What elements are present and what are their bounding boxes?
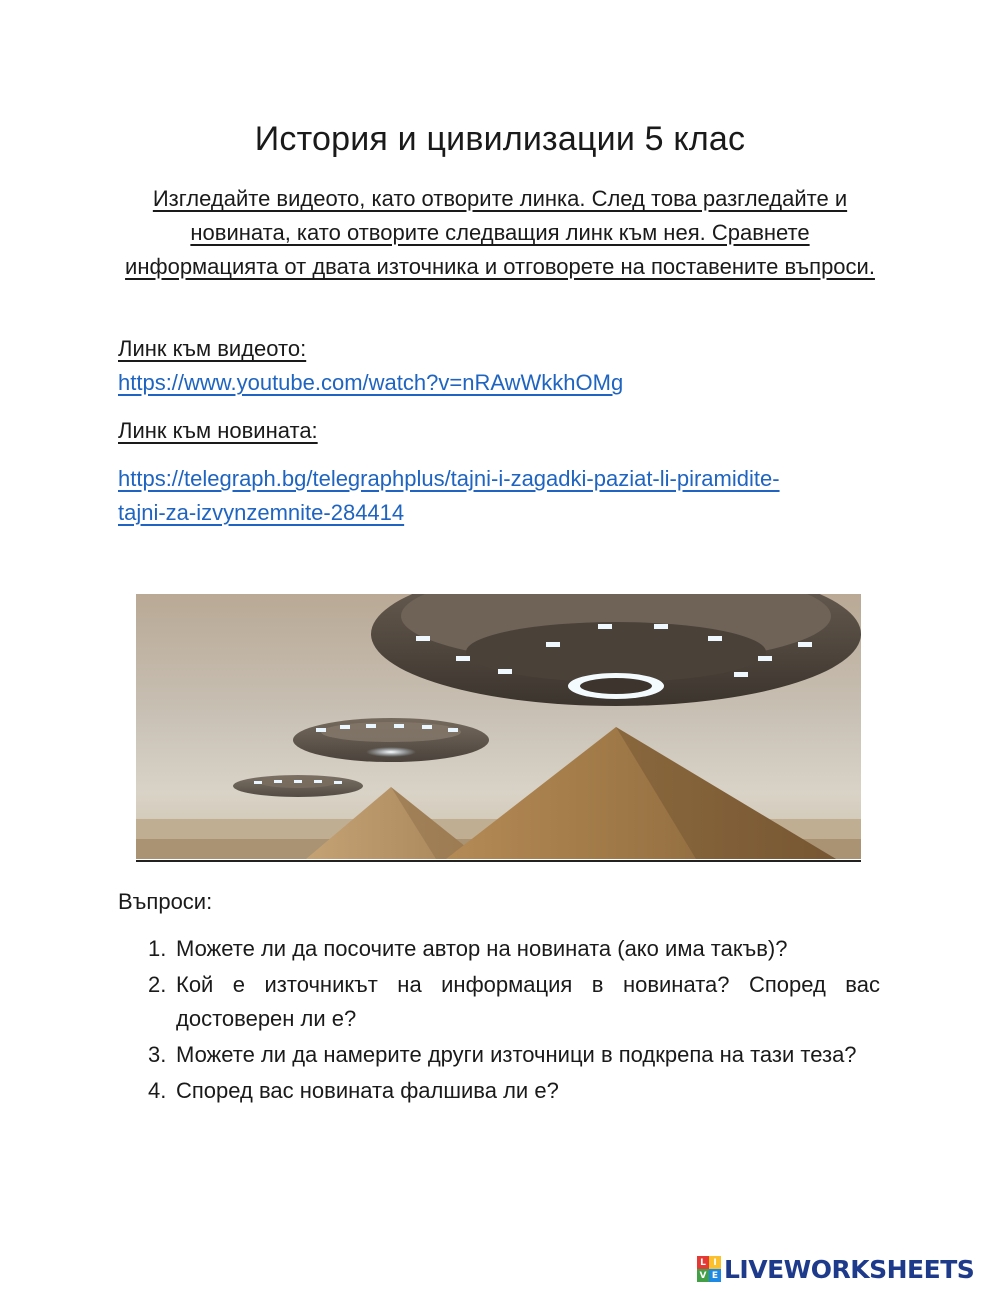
video-link[interactable]: https://www.youtube.com/watch?v=nRAwWkkhOMg (118, 370, 624, 395)
news-link-line-2[interactable]: tajni-za-izvynzemnite-284414 (118, 500, 405, 525)
question-text: Според вас новината фалшива ли е? (176, 1078, 559, 1103)
question-number: 4. (148, 1078, 167, 1103)
question-number: 3. (148, 1042, 167, 1067)
question-text: Кой е източникът на информация в новината? Според вас достоверен ли е? (176, 972, 880, 1031)
question-item (118, 968, 880, 1036)
news-link-line-1[interactable]: https://telegraph.bg/telegraphplus/tajni-i-zagadki-paziat-li-piramidite- (118, 466, 780, 491)
question-item (118, 1074, 880, 1108)
news-link-label: Линк към новината: (118, 418, 318, 443)
ufo-pyramids-image (136, 594, 861, 859)
video-link-label: Линк към видеото: (118, 336, 307, 361)
question-item (118, 1038, 880, 1072)
question-number: 2. (148, 972, 167, 997)
question-text: Можете ли да намерите други източници в подкрепа на тази теза? (176, 1042, 857, 1067)
image-bottom-border (136, 860, 861, 862)
logo-text: LIVEWORKSHEETS (724, 1254, 975, 1284)
page-title: История и цивилизации 5 клас (254, 120, 746, 158)
question-number: 1. (148, 936, 167, 961)
questions-list (118, 932, 880, 1110)
news-link[interactable] (118, 462, 888, 530)
liveworksheets-logo (697, 1253, 974, 1285)
liveworksheets-mark-icon: L I V E (697, 1256, 721, 1282)
question-item (118, 932, 880, 966)
question-text: Можете ли да посочите автор на новината (ако има такъв)? (176, 936, 788, 961)
instructions-text: Изгледайте видеото, като отворите линка. След това разгледайте и новината, като отворите следващия линк към нея. Сравнете информацията от двата източника и отговорете на поставените въпроси. (125, 186, 875, 279)
questions-heading: Въпроси: (118, 889, 213, 914)
